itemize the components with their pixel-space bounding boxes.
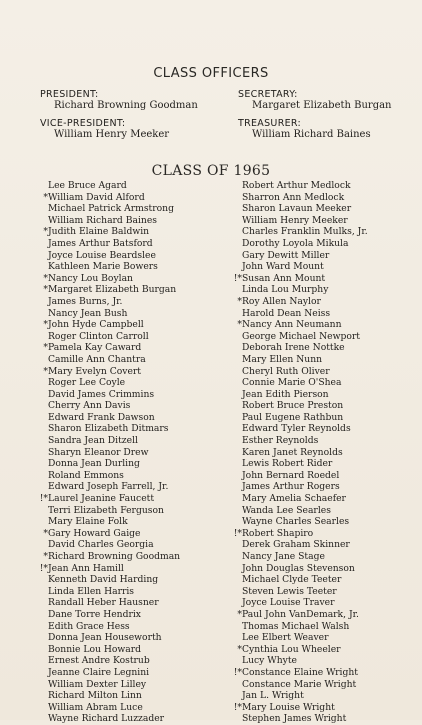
- student-name: David Charles Georgia: [48, 539, 154, 551]
- student-name: Jean Ann Hamill: [48, 562, 124, 574]
- honor-marker: *: [237, 295, 242, 307]
- student-name-entry: [232, 203, 412, 215]
- student-name-entry: [232, 528, 412, 540]
- student-name-entry: [232, 597, 412, 609]
- student-name-entry: [38, 702, 218, 714]
- class-of-1965-heading: CLASS OF 1965: [151, 163, 271, 179]
- student-name-entry: [232, 250, 412, 262]
- student-name: Wanda Lee Searles: [242, 504, 331, 516]
- student-name-entry: [38, 528, 218, 540]
- officer-name: William Richard Baines: [252, 129, 371, 140]
- student-name: Thomas Michael Walsh: [242, 620, 350, 632]
- student-name-entry: [38, 296, 218, 308]
- student-name-entry: [232, 667, 412, 679]
- officer-role: SECRETARY:: [238, 89, 298, 100]
- student-name: Cynthia Lou Wheeler: [242, 643, 341, 655]
- student-name-entry: [232, 226, 412, 238]
- student-name-entry: [38, 574, 218, 586]
- student-name: Jan L. Wright: [242, 690, 304, 702]
- student-name: Dorothy Loyola Mikula: [242, 237, 349, 249]
- student-name-entry: [38, 435, 218, 447]
- student-name-entry: [38, 192, 218, 204]
- student-name-entry: [232, 505, 412, 517]
- student-name: Paul John VanDemark, Jr.: [242, 608, 359, 620]
- honor-marker: !*: [233, 701, 242, 713]
- student-name: Mary Elaine Folk: [48, 516, 128, 528]
- student-name: John Hyde Campbell: [48, 319, 144, 331]
- student-name: Edith Grace Hess: [48, 620, 130, 632]
- student-name-entry: [232, 563, 412, 575]
- student-name: Edward Tyler Reynolds: [242, 423, 351, 435]
- honor-marker: !*: [233, 527, 242, 539]
- student-name: Cheryl Ruth Oliver: [242, 365, 330, 377]
- student-name: William Richard Baines: [48, 214, 157, 226]
- student-name: Connie Marie O'Shea: [242, 377, 342, 389]
- student-name-entry: [38, 563, 218, 575]
- honor-marker: *: [43, 365, 48, 377]
- honor-marker: *: [43, 191, 48, 203]
- honor-marker: !*: [233, 666, 242, 678]
- student-name-entry: [38, 458, 218, 470]
- honor-marker: *: [43, 527, 48, 539]
- student-name-entry: [232, 458, 412, 470]
- student-name-entry: [38, 366, 218, 378]
- student-name: Nancy Jean Bush: [48, 307, 128, 319]
- student-name-entry: [38, 516, 218, 528]
- student-name: Laurel Jeanine Faucett: [48, 493, 155, 505]
- student-name-entry: [232, 551, 412, 563]
- student-name: James Burns, Jr.: [48, 295, 123, 307]
- officer-treasurer: [238, 118, 371, 140]
- student-name-entry: [38, 412, 218, 424]
- student-name: Derek Graham Skinner: [242, 539, 350, 551]
- student-name-entry: [38, 423, 218, 435]
- student-name-entry: [232, 655, 412, 667]
- student-name: Linda Lou Murphy: [242, 284, 329, 296]
- student-name: Donna Jean Houseworth: [48, 632, 162, 644]
- student-name-entry: [232, 516, 412, 528]
- student-name-entry: [232, 481, 412, 493]
- student-name-entry: [232, 435, 412, 447]
- student-name: Sharon Elizabeth Ditmars: [48, 423, 169, 435]
- student-name-entry: [38, 342, 218, 354]
- student-name: Stephen James Wright: [242, 713, 347, 725]
- student-name: Terri Elizabeth Ferguson: [48, 504, 164, 516]
- student-name: Lee Bruce Agard: [48, 180, 127, 191]
- officer-vice-president: [40, 118, 169, 140]
- student-name: Pamela Kay Caward: [48, 342, 142, 354]
- student-name: Roger Lee Coyle: [48, 377, 126, 389]
- honor-marker: *: [43, 551, 48, 562]
- student-name-entry: [232, 192, 412, 204]
- student-name: Lee Elbert Weaver: [242, 632, 329, 644]
- officer-name: Margaret Elizabeth Burgan: [252, 100, 392, 111]
- student-name-entry: [38, 308, 218, 320]
- student-name: Randall Heber Hausner: [48, 597, 159, 609]
- student-name-entry: [38, 644, 218, 656]
- student-name: Joyce Louise Beardslee: [48, 249, 156, 261]
- student-name: Ernest Andre Kostrub: [48, 655, 150, 667]
- student-name: Esther Reynolds: [242, 435, 319, 447]
- student-name-entry: [38, 400, 218, 412]
- student-name: Edward Joseph Farrell, Jr.: [48, 481, 169, 493]
- student-name: Judith Elaine Baldwin: [48, 226, 150, 238]
- student-name: Donna Jean Durling: [48, 458, 140, 470]
- student-name: James Arthur Batsford: [48, 237, 153, 249]
- student-name-entry: [38, 331, 218, 343]
- student-name-entry: [38, 389, 218, 401]
- student-name: Constance Marie Wright: [242, 678, 357, 690]
- student-name-entry: [232, 609, 412, 621]
- student-name: Margaret Elizabeth Burgan: [48, 284, 177, 296]
- student-name-entry: [232, 400, 412, 412]
- student-name-entry: [232, 679, 412, 691]
- student-name-entry: [232, 331, 412, 343]
- student-name: James Arthur Rogers: [242, 481, 340, 493]
- student-name: Karen Janet Reynolds: [242, 446, 343, 458]
- student-name: Roger Clinton Carroll: [48, 330, 149, 342]
- student-name: Mary Ellen Nunn: [242, 353, 323, 365]
- student-name-entry: [38, 679, 218, 691]
- student-name-entry: [232, 621, 412, 633]
- officer-role: PRESIDENT:: [40, 89, 99, 100]
- student-name-entry: [38, 539, 218, 551]
- student-name: John Douglas Stevenson: [242, 562, 355, 574]
- officer-role: TREASURER:: [238, 118, 302, 129]
- student-name-entry: [38, 250, 218, 262]
- student-name-entry: [232, 447, 412, 459]
- honor-marker: *: [43, 272, 48, 284]
- student-name-entry: [38, 354, 218, 366]
- student-name-entry: [232, 354, 412, 366]
- student-name-entry: [232, 574, 412, 586]
- student-name-entry: [232, 366, 412, 378]
- student-name-entry: [38, 609, 218, 621]
- student-name-entry: [38, 377, 218, 389]
- honor-marker: !*: [233, 272, 242, 284]
- student-name: Wayne Richard Luzzader: [48, 713, 165, 725]
- student-name: Richard Milton Linn: [48, 690, 142, 702]
- student-name: Mary Evelyn Covert: [48, 365, 141, 377]
- honor-marker: *: [43, 284, 48, 296]
- student-name-entry: [38, 180, 218, 192]
- student-name-entry: [38, 261, 218, 273]
- student-name: Lewis Robert Rider: [242, 458, 333, 470]
- honor-marker: *: [237, 643, 242, 655]
- student-name: Lucy Whyte: [242, 655, 297, 667]
- honor-marker: !*: [39, 493, 48, 505]
- student-name-entry: [38, 319, 218, 331]
- student-name: John Bernard Roedel: [242, 469, 340, 481]
- student-name-entry: [38, 203, 218, 215]
- honor-marker: *: [237, 608, 242, 620]
- student-name: Jeanne Claire Legnini: [48, 666, 150, 678]
- student-name: Mary Amelia Schaefer: [242, 493, 346, 505]
- student-name-entry: [232, 215, 412, 227]
- student-name-entry: [232, 284, 412, 296]
- student-name-entry: [38, 667, 218, 679]
- student-name: Richard Browning Goodman: [48, 551, 181, 562]
- student-name: Roy Allen Naylor: [242, 295, 321, 307]
- class-roster-left-column: [38, 180, 218, 725]
- student-name-entry: [38, 470, 218, 482]
- student-name: Michael Patrick Armstrong: [48, 203, 174, 215]
- student-name: Sharron Ann Medlock: [242, 191, 345, 203]
- student-name-entry: [232, 539, 412, 551]
- student-name-entry: [38, 655, 218, 667]
- student-name-entry: [232, 644, 412, 656]
- student-name: Sandra Jean Ditzell: [48, 435, 138, 447]
- honor-marker: *: [43, 226, 48, 238]
- student-name-entry: [232, 308, 412, 320]
- student-name: Constance Elaine Wright: [242, 666, 358, 678]
- student-name-entry: [232, 423, 412, 435]
- student-name-entry: [232, 470, 412, 482]
- student-name-entry: [232, 713, 412, 725]
- student-name: Sharon Lavaun Meeker: [242, 203, 352, 215]
- student-name: Nancy Lou Boylan: [48, 272, 133, 284]
- officer-name: William Henry Meeker: [54, 129, 170, 140]
- honor-marker: *: [43, 319, 48, 331]
- honor-marker: !*: [39, 562, 48, 574]
- student-name: Gary Dewitt Miller: [242, 249, 330, 261]
- student-name-entry: [38, 226, 218, 238]
- student-name-entry: [38, 447, 218, 459]
- student-name-entry: [232, 702, 412, 714]
- student-name: William Henry Meeker: [242, 214, 348, 226]
- student-name-entry: [232, 180, 412, 192]
- officer-role: VICE-PRESIDENT:: [40, 118, 126, 129]
- student-name: Camille Ann Chantra: [48, 353, 146, 365]
- student-name-entry: [38, 493, 218, 505]
- student-name: Steven Lewis Teeter: [242, 585, 337, 597]
- student-name-entry: [232, 586, 412, 598]
- student-name: Wayne Charles Searles: [242, 516, 350, 528]
- student-name-entry: [38, 690, 218, 702]
- student-name-entry: [232, 493, 412, 505]
- officer-secretary: [238, 89, 392, 111]
- student-name: Mary Louise Wright: [242, 701, 335, 713]
- student-name-entry: [38, 551, 218, 563]
- student-name: Nancy Jane Stage: [242, 551, 325, 562]
- student-name-entry: [38, 597, 218, 609]
- student-name-entry: [38, 481, 218, 493]
- student-name-entry: [232, 319, 412, 331]
- officer-president: [40, 89, 198, 111]
- student-name-entry: [232, 273, 412, 285]
- student-name: Kathleen Marie Bowers: [48, 261, 158, 273]
- student-name: William Dexter Lilley: [48, 678, 147, 690]
- student-name-entry: [232, 296, 412, 308]
- student-name-entry: [232, 377, 412, 389]
- student-name-entry: [38, 586, 218, 598]
- student-name: Joyce Louise Traver: [242, 597, 335, 609]
- student-name: Edward Frank Dawson: [48, 411, 155, 423]
- student-name: Michael Clyde Teeter: [242, 574, 342, 586]
- class-officers-heading: CLASS OFFICERS: [153, 66, 269, 81]
- student-name-entry: [232, 412, 412, 424]
- class-roster-right-column: [232, 180, 412, 725]
- student-name: Deborah Irene Nottke: [242, 342, 345, 354]
- student-name: Robert Bruce Preston: [242, 400, 344, 412]
- student-name-entry: [38, 215, 218, 227]
- student-name: Cherry Ann Davis: [48, 400, 131, 412]
- student-name: Jean Edith Pierson: [242, 388, 329, 400]
- student-name-entry: [38, 273, 218, 285]
- student-name: Roland Emmons: [48, 469, 124, 481]
- honor-marker: *: [43, 342, 48, 354]
- student-name-entry: [38, 505, 218, 517]
- student-name: Robert Arthur Medlock: [242, 180, 351, 191]
- student-name: William David Alford: [48, 191, 145, 203]
- student-name: Dane Torre Hendrix: [48, 608, 141, 620]
- student-name-entry: [38, 621, 218, 633]
- student-name-entry: [232, 632, 412, 644]
- student-name: Susan Ann Mount: [242, 272, 326, 284]
- student-name-entry: [232, 261, 412, 273]
- student-name: Linda Ellen Harris: [48, 585, 135, 597]
- student-name: David James Crimmins: [48, 388, 155, 400]
- student-name: Sharyn Eleanor Drew: [48, 446, 149, 458]
- student-name-entry: [38, 284, 218, 296]
- officer-name: Richard Browning Goodman: [54, 100, 198, 111]
- student-name: Charles Franklin Mulks, Jr.: [242, 226, 368, 238]
- student-name-entry: [232, 342, 412, 354]
- student-name: George Michael Newport: [242, 330, 360, 342]
- student-name-entry: [38, 238, 218, 250]
- student-name: Robert Shapiro: [242, 527, 314, 539]
- student-name: William Abram Luce: [48, 701, 143, 713]
- student-name: Kenneth David Harding: [48, 574, 159, 586]
- student-name: Harold Dean Neiss: [242, 307, 331, 319]
- student-name: Nancy Ann Neumann: [242, 319, 342, 331]
- student-name-entry: [232, 389, 412, 401]
- student-name-entry: [38, 632, 218, 644]
- student-name: Gary Howard Gaige: [48, 527, 141, 539]
- student-name-entry: [232, 238, 412, 250]
- student-name-entry: [38, 713, 218, 725]
- student-name: John Ward Mount: [242, 261, 324, 273]
- honor-marker: *: [237, 319, 242, 331]
- student-name: Paul Eugene Rathbun: [242, 411, 344, 423]
- student-name-entry: [232, 690, 412, 702]
- student-name: Bonnie Lou Howard: [48, 643, 142, 655]
